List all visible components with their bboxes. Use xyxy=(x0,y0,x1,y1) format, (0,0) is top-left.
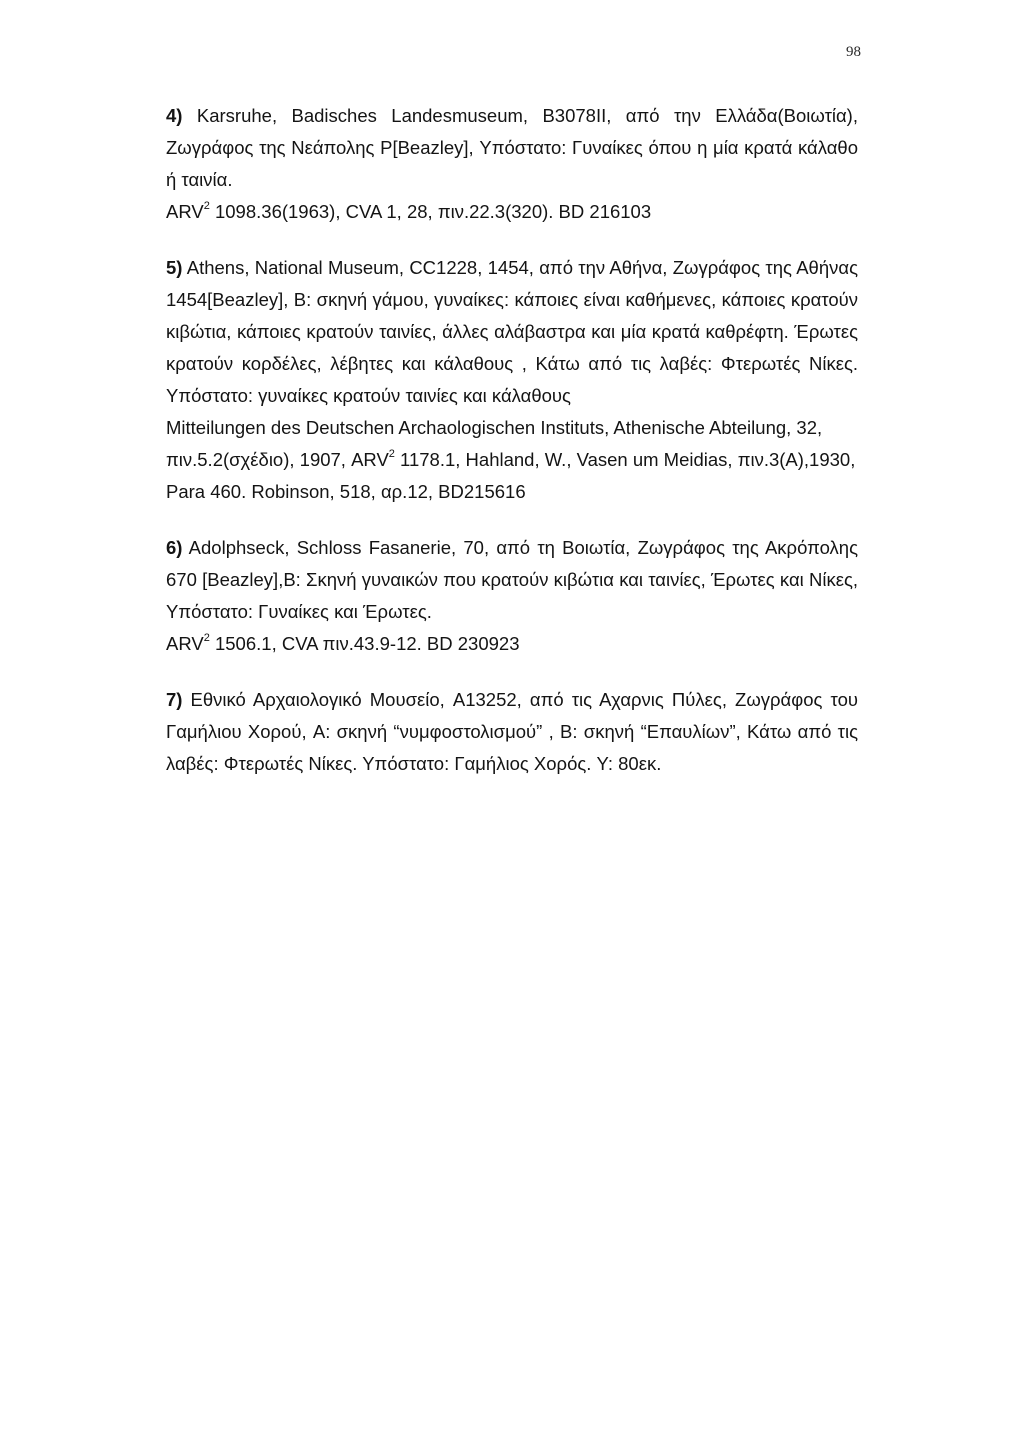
entry-number: 7) xyxy=(166,689,183,710)
reference-text-cont: 1506.1, CVA πιν.43.9-12. BD 230923 xyxy=(209,633,520,654)
entry-description xyxy=(166,532,858,628)
catalog-entries xyxy=(166,100,858,804)
entry-text: Athens, National Museum, CC1228, 1454, από την Αθήνα, Ζωγράφος της Αθήνας 1454[Beazley], B: σκηνή γάμου, γυναίκες: κάποιες είναι καθήμενες, κάποιες κρατούν κιβώτια, κάποιες κρατούν ταινίες, άλλες αλάβαστρα και μία κρατά καθρέφτη. Έρωτες κρατούν κορδέλες, λέβητες και κάλαθους , Κάτω από τις λαβές: Φτερωτές Νίκες. Υπόστατο: γυναίκες κρατούν ταινίες και κάλαθους xyxy=(166,257,858,406)
entry-text: Karsruhe, Badisches Landesmuseum, B3078II, από την Ελλάδα(Βοιωτία), Ζωγράφος της Νεάπολης P[Beazley], Υπόστατο: Γυναίκες όπου η μία κρατά κάλαθο ή ταινία. xyxy=(166,105,858,190)
entry-number: 6) xyxy=(166,537,183,558)
reference-text-cont: 1098.36(1963), CVA 1, 28, πιν.22.3(320). BD 216103 xyxy=(209,201,652,222)
reference-text: ARV xyxy=(166,201,204,222)
page-number: 98 xyxy=(846,44,861,60)
catalog-entry-6 xyxy=(166,532,858,660)
entry-number: 4) xyxy=(166,105,183,126)
superscript: 2 xyxy=(203,631,210,644)
entry-description xyxy=(166,252,858,412)
reference-text: Mitteilungen des Deutschen Archaologischen Instituts, Athenische Abteilung, 32, πιν.5.2(σχέδιο), 1907, ARV xyxy=(166,417,823,470)
reference-text: ARV xyxy=(166,633,204,654)
superscript: 2 xyxy=(203,199,210,212)
entry-references xyxy=(166,628,858,660)
catalog-entry-4 xyxy=(166,100,858,228)
superscript: 2 xyxy=(388,447,395,460)
entry-references xyxy=(166,196,858,228)
catalog-entry-7 xyxy=(166,684,858,780)
reference-text-cont: 1178.1, Hahland, W., Vasen um Meidias, πιν.3(A),1930, Para 460. Robinson, 518, αρ.12, BD215616 xyxy=(166,449,856,502)
entry-text: Adolphseck, Schloss Fasanerie, 70, από τη Βοιωτία, Ζωγράφος της Ακρόπολης 670 [Beazley],B: Σκηνή γυναικών που κρατούν κιβώτια και ταινίες, Έρωτες και Νίκες, Υπόστατο: Γυναίκες και Έρωτες. xyxy=(166,537,858,622)
entry-text: Εθνικό Αρχαιολογικό Μουσείο, A13252, από τις Αχαρνις Πύλες, Ζωγράφος του Γαμήλιου Χορού, A: σκηνή “νυμφοστολισμού” , B: σκηνή “Επαυλίων”, Κάτω από τις λαβές: Φτερωτές Νίκες. Υπόστατο: Γαμήλιος Χορός. Y: 80εκ. xyxy=(166,689,858,774)
catalog-entry-5 xyxy=(166,252,858,508)
entry-description xyxy=(166,684,858,780)
entry-description xyxy=(166,100,858,196)
entry-references xyxy=(166,412,858,508)
entry-number: 5) xyxy=(166,257,183,278)
